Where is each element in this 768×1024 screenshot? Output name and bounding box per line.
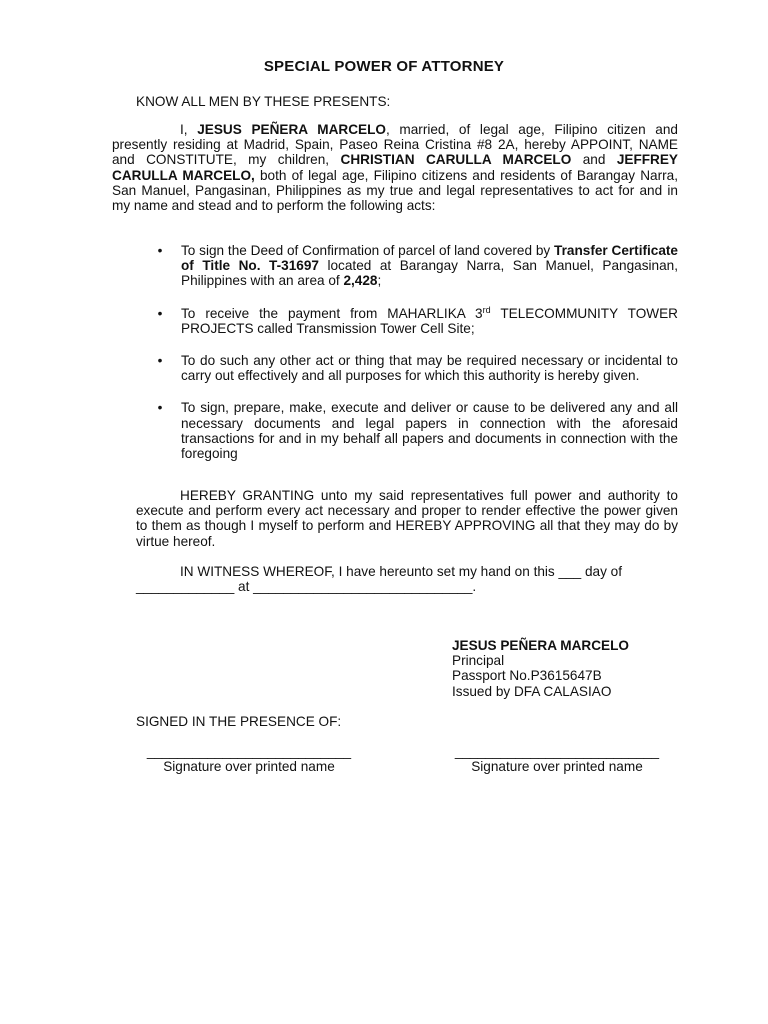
tct-number: Transfer Certificate of Title No. T-31697	[181, 243, 678, 274]
representative-1-name: CHRISTIAN CARULLA MARCELO	[340, 152, 572, 168]
act-1-text-1: To sign the Deed of Confirmation of parcel of land covered by	[181, 243, 555, 258]
bullet-icon: •	[157, 400, 163, 416]
document-title: SPECIAL POWER OF ATTORNEY	[263, 58, 505, 75]
signature-caption-left: Signature over printed name	[163, 759, 335, 775]
ordinal-superscript: rd	[482, 304, 491, 315]
act-4-text: To sign, prepare, make, execute and deliver or cause to be delivered any and all necessary documents and legal papers in connection with the aforesaid transactions for and in my behalf all papers and documents in connection with the foregoing	[181, 400, 678, 462]
act-2-text-2: TELECOMMUNITY TOWER PROJECTS called Transmission Tower Cell Site;	[181, 305, 678, 336]
signature-line-right: ___________________________	[454, 744, 660, 759]
witness-signature-left	[134, 744, 364, 774]
principal-role: Principal	[452, 653, 505, 669]
acts-list	[155, 243, 678, 478]
appointment-paragraph	[112, 122, 678, 213]
witness-line-2: _____________ at _____________________________.	[136, 579, 477, 594]
signature-caption-right: Signature over printed name	[471, 759, 643, 775]
granting-paragraph: HEREBY GRANTING unto my said representatives full power and authority to execute and perform every act necessary and proper to render effective the power given to them as though I myself to perform and HEREBY APPROVING all that they may do by virtue hereof.	[136, 488, 678, 549]
bullet-icon: •	[157, 305, 163, 321]
act-1-text-3: ;	[377, 273, 382, 289]
witness-line-1: IN WITNESS WHEREOF, I have hereunto set my hand on this ___ day of	[180, 564, 622, 579]
para1-text-4: both of legal age, Filipino citizens and residents of Barangay Narra, San Manuel, Pangasinan, Philippines as my true and legal representatives to act for and in my name and stead and to perform the following acts:	[112, 167, 678, 214]
opening-line: KNOW ALL MEN BY THESE PRESENTS:	[136, 94, 391, 109]
list-item	[155, 306, 678, 336]
para1-text-2: , married, of legal age, Filipino citizen and presently residing at Madrid, Spain, Paseo Reina Cristina #8 2A, hereby APPOINT, NAME and CONSTITUTE, my children,	[112, 122, 678, 168]
principal-name: JESUS PEÑERA MARCELO	[197, 122, 386, 137]
act-2-text-1: To receive the payment from MAHARLIKA 3	[181, 305, 483, 321]
bullet-icon: •	[157, 243, 163, 258]
bullet-icon: •	[157, 353, 163, 369]
presence-label: SIGNED IN THE PRESENCE OF:	[136, 714, 342, 729]
act-3-text: To do such any other act or thing that may be required necessary or incidental to carry out effectively and all purposes for which this authority is hereby given.	[181, 353, 678, 384]
para1-text-3: and	[571, 152, 617, 168]
signature-line-left: ___________________________	[146, 744, 352, 759]
list-item	[155, 243, 678, 289]
land-area: 2,428	[343, 273, 378, 289]
principal-signature-block	[452, 638, 629, 699]
principal-signatory-name: JESUS PEÑERA MARCELO	[452, 638, 629, 653]
act-1-text-2: located at Barangay Narra, San Manuel, Pangasinan, Philippines with an area of	[181, 258, 678, 289]
witness-signature-right	[446, 744, 668, 774]
list-item	[155, 400, 678, 461]
list-item	[155, 353, 678, 383]
representative-2-name: JEFFREY CARULLA MARCELO,	[112, 152, 678, 183]
passport-issuer: Issued by DFA CALASIAO	[452, 683, 612, 699]
passport-number: Passport No.P3615647B	[452, 668, 602, 684]
para1-text-1: I,	[180, 122, 198, 137]
